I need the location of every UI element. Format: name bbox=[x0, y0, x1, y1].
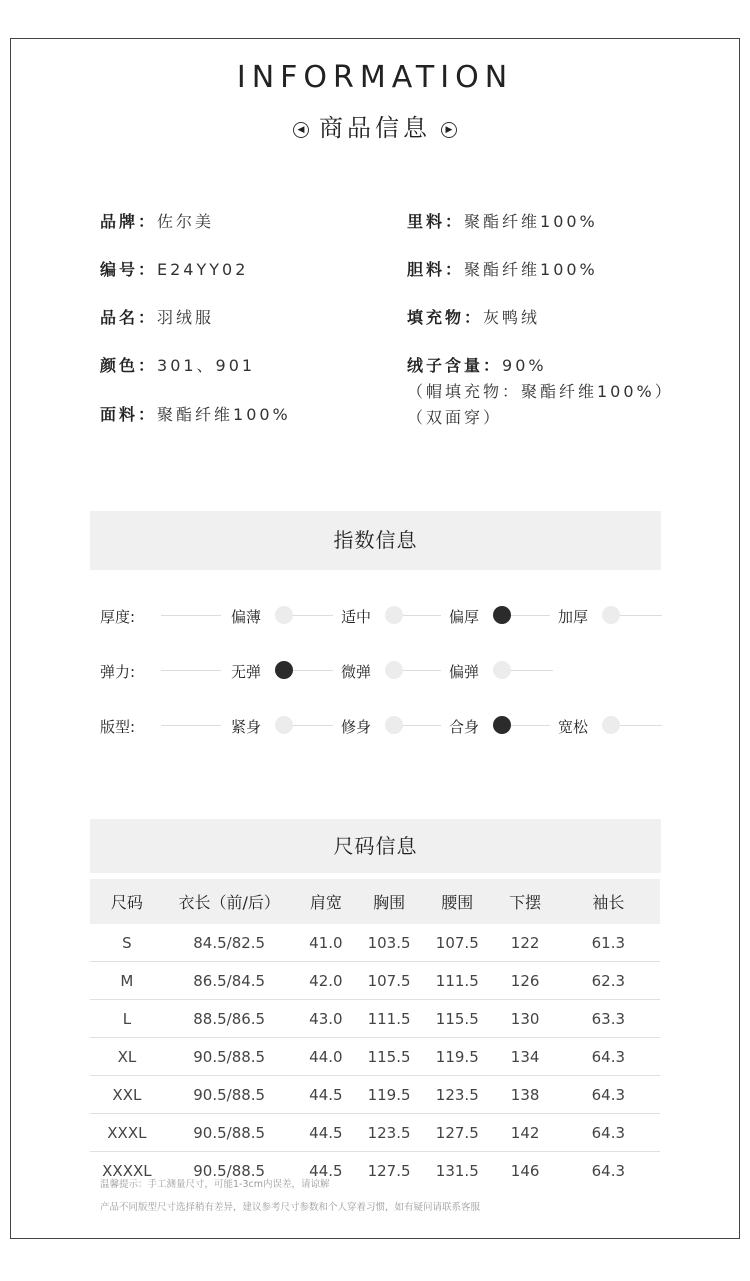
size-cell: XXL bbox=[90, 1076, 164, 1114]
size-row bbox=[90, 1000, 660, 1038]
spec-code: 编号：E24YY02 bbox=[100, 260, 249, 279]
subtitle-text: 商品信息 bbox=[319, 114, 431, 142]
size-header-cell: 腰围 bbox=[421, 879, 493, 924]
index-option: 偏薄 bbox=[231, 608, 262, 626]
size-cell: 123.5 bbox=[357, 1114, 421, 1152]
index-line bbox=[620, 615, 662, 616]
size-row bbox=[90, 962, 660, 1000]
size-cell: XL bbox=[90, 1038, 164, 1076]
index-option: 宽松 bbox=[558, 718, 589, 736]
size-header-cell: 胸围 bbox=[357, 879, 421, 924]
spec-reversible: （双面穿） bbox=[407, 408, 503, 427]
size-header-cell: 衣长（前/后） bbox=[164, 879, 295, 924]
size-cell: 127.5 bbox=[367, 1161, 411, 1180]
size-row bbox=[90, 1114, 660, 1152]
size-cell: 44.5 bbox=[295, 1076, 358, 1114]
note-measurement: 温馨提示：手工测量尺寸，可能1-3cm内误差，请谅解 bbox=[100, 1179, 330, 1190]
index-dot-selected bbox=[493, 716, 511, 734]
size-cell: 64.3 bbox=[557, 1076, 660, 1114]
index-dot bbox=[275, 716, 293, 734]
size-cell: 123.5 bbox=[421, 1076, 493, 1114]
size-cell: 43.0 bbox=[295, 1000, 358, 1038]
size-cell: 90.5/88.5 bbox=[164, 1038, 295, 1076]
index-dot bbox=[602, 606, 620, 624]
index-line bbox=[161, 670, 221, 671]
size-table-header bbox=[90, 879, 660, 924]
index-dot bbox=[385, 661, 403, 679]
index-row-label: 版型: bbox=[100, 718, 136, 736]
size-cell: 138 bbox=[494, 1076, 557, 1114]
size-header-cell: 下摆 bbox=[494, 879, 557, 924]
index-line bbox=[293, 670, 333, 671]
size-cell: 111.5 bbox=[357, 1000, 421, 1038]
index-line bbox=[511, 725, 550, 726]
size-row bbox=[90, 1038, 660, 1076]
size-cell: XXXXL bbox=[102, 1161, 152, 1180]
index-section-title: 指数信息 bbox=[90, 511, 661, 570]
index-option: 偏弹 bbox=[449, 663, 480, 681]
size-table bbox=[90, 879, 660, 1189]
size-cell: 107.5 bbox=[357, 962, 421, 1000]
spec-inner: 胆料：聚酯纤维100% bbox=[407, 260, 598, 279]
index-line bbox=[511, 615, 550, 616]
spec-name: 品名：羽绒服 bbox=[100, 308, 215, 327]
circle-arrow-left-icon: ◀ bbox=[293, 122, 309, 138]
size-header-cell: 尺码 bbox=[90, 879, 164, 924]
size-cell: L bbox=[90, 1000, 164, 1038]
index-line bbox=[403, 670, 441, 671]
size-cell: 90.5/88.5 bbox=[193, 1161, 266, 1180]
index-dot bbox=[602, 716, 620, 734]
size-cell: 107.5 bbox=[421, 924, 493, 962]
size-cell: M bbox=[90, 962, 164, 1000]
index-line bbox=[161, 725, 221, 726]
size-cell: 115.5 bbox=[357, 1038, 421, 1076]
size-cell: 119.5 bbox=[421, 1038, 493, 1076]
spec-filling: 填充物：灰鸭绒 bbox=[407, 308, 541, 327]
index-line bbox=[403, 615, 441, 616]
size-cell: XXXL bbox=[90, 1114, 164, 1152]
size-row bbox=[90, 924, 660, 962]
note-fit: 产品不同版型尺寸选择稍有差异，建议参考尺寸参数和个人穿着习惯，如有疑问请联系客服 bbox=[100, 1202, 481, 1213]
size-cell: 44.0 bbox=[295, 1038, 358, 1076]
spec-color: 颜色：301、901 bbox=[100, 356, 256, 375]
size-cell: 146 bbox=[510, 1161, 540, 1180]
size-cell: 126 bbox=[494, 962, 557, 1000]
index-option: 适中 bbox=[341, 608, 372, 626]
size-cell: 64.3 bbox=[557, 1038, 660, 1076]
index-line bbox=[161, 615, 221, 616]
index-line bbox=[511, 670, 553, 671]
size-cell: 103.5 bbox=[357, 924, 421, 962]
size-cell: 61.3 bbox=[557, 924, 660, 962]
size-cell: 115.5 bbox=[421, 1000, 493, 1038]
size-cell: 134 bbox=[494, 1038, 557, 1076]
size-cell: 62.3 bbox=[557, 962, 660, 1000]
size-cell: 41.0 bbox=[295, 924, 358, 962]
size-cell: S bbox=[90, 924, 164, 962]
index-option: 加厚 bbox=[558, 608, 589, 626]
index-row-label: 厚度: bbox=[100, 608, 136, 626]
index-option: 紧身 bbox=[231, 718, 262, 736]
size-cell: 63.3 bbox=[557, 1000, 660, 1038]
size-cell: 127.5 bbox=[421, 1114, 493, 1152]
index-dot bbox=[493, 661, 511, 679]
size-cell: 88.5/86.5 bbox=[164, 1000, 295, 1038]
index-option: 修身 bbox=[341, 718, 372, 736]
size-cell: 42.0 bbox=[295, 962, 358, 1000]
index-dot-selected bbox=[493, 606, 511, 624]
index-dot bbox=[385, 716, 403, 734]
size-table-body bbox=[90, 924, 660, 1189]
size-cell: 64.3 bbox=[591, 1161, 626, 1180]
size-cell: 90.5/88.5 bbox=[164, 1076, 295, 1114]
size-cell: 86.5/84.5 bbox=[164, 962, 295, 1000]
index-line bbox=[403, 725, 441, 726]
index-dot-selected bbox=[275, 661, 293, 679]
index-line bbox=[293, 725, 333, 726]
size-header-cell: 袖长 bbox=[557, 879, 660, 924]
size-cell: 119.5 bbox=[357, 1076, 421, 1114]
size-cell: 130 bbox=[494, 1000, 557, 1038]
index-option: 无弹 bbox=[231, 663, 262, 681]
index-option: 微弹 bbox=[341, 663, 372, 681]
index-line bbox=[620, 725, 662, 726]
size-cell: 122 bbox=[494, 924, 557, 962]
size-row bbox=[90, 1076, 660, 1114]
size-header-cell: 肩宽 bbox=[295, 879, 358, 924]
spec-brand: 品牌：佐尔美 bbox=[100, 212, 215, 231]
size-cell: 131.5 bbox=[435, 1161, 479, 1180]
index-row-label: 弹力: bbox=[100, 663, 136, 681]
size-cell: 84.5/82.5 bbox=[164, 924, 295, 962]
size-cell: 111.5 bbox=[421, 962, 493, 1000]
size-cell: 142 bbox=[494, 1114, 557, 1152]
index-option: 偏厚 bbox=[449, 608, 480, 626]
spec-hood-filling: （帽填充物：聚酯纤维100%） bbox=[407, 382, 674, 401]
info-subtitle bbox=[0, 108, 750, 143]
spec-down: 绒子含量：90% bbox=[407, 356, 547, 375]
index-option: 合身 bbox=[449, 718, 480, 736]
size-cell: 90.5/88.5 bbox=[164, 1114, 295, 1152]
spec-fabric: 面料：聚酯纤维100% bbox=[100, 405, 291, 424]
index-dot bbox=[275, 606, 293, 624]
size-cell: 44.5 bbox=[309, 1161, 343, 1180]
size-cell: 44.5 bbox=[295, 1114, 358, 1152]
spec-lining: 里料：聚酯纤维100% bbox=[407, 212, 598, 231]
info-title: INFORMATION bbox=[236, 60, 514, 95]
index-dot bbox=[385, 606, 403, 624]
size-cell: 64.3 bbox=[557, 1114, 660, 1152]
size-section-title: 尺码信息 bbox=[90, 819, 661, 873]
index-line bbox=[293, 615, 333, 616]
circle-arrow-right-icon: ▶ bbox=[441, 122, 457, 138]
